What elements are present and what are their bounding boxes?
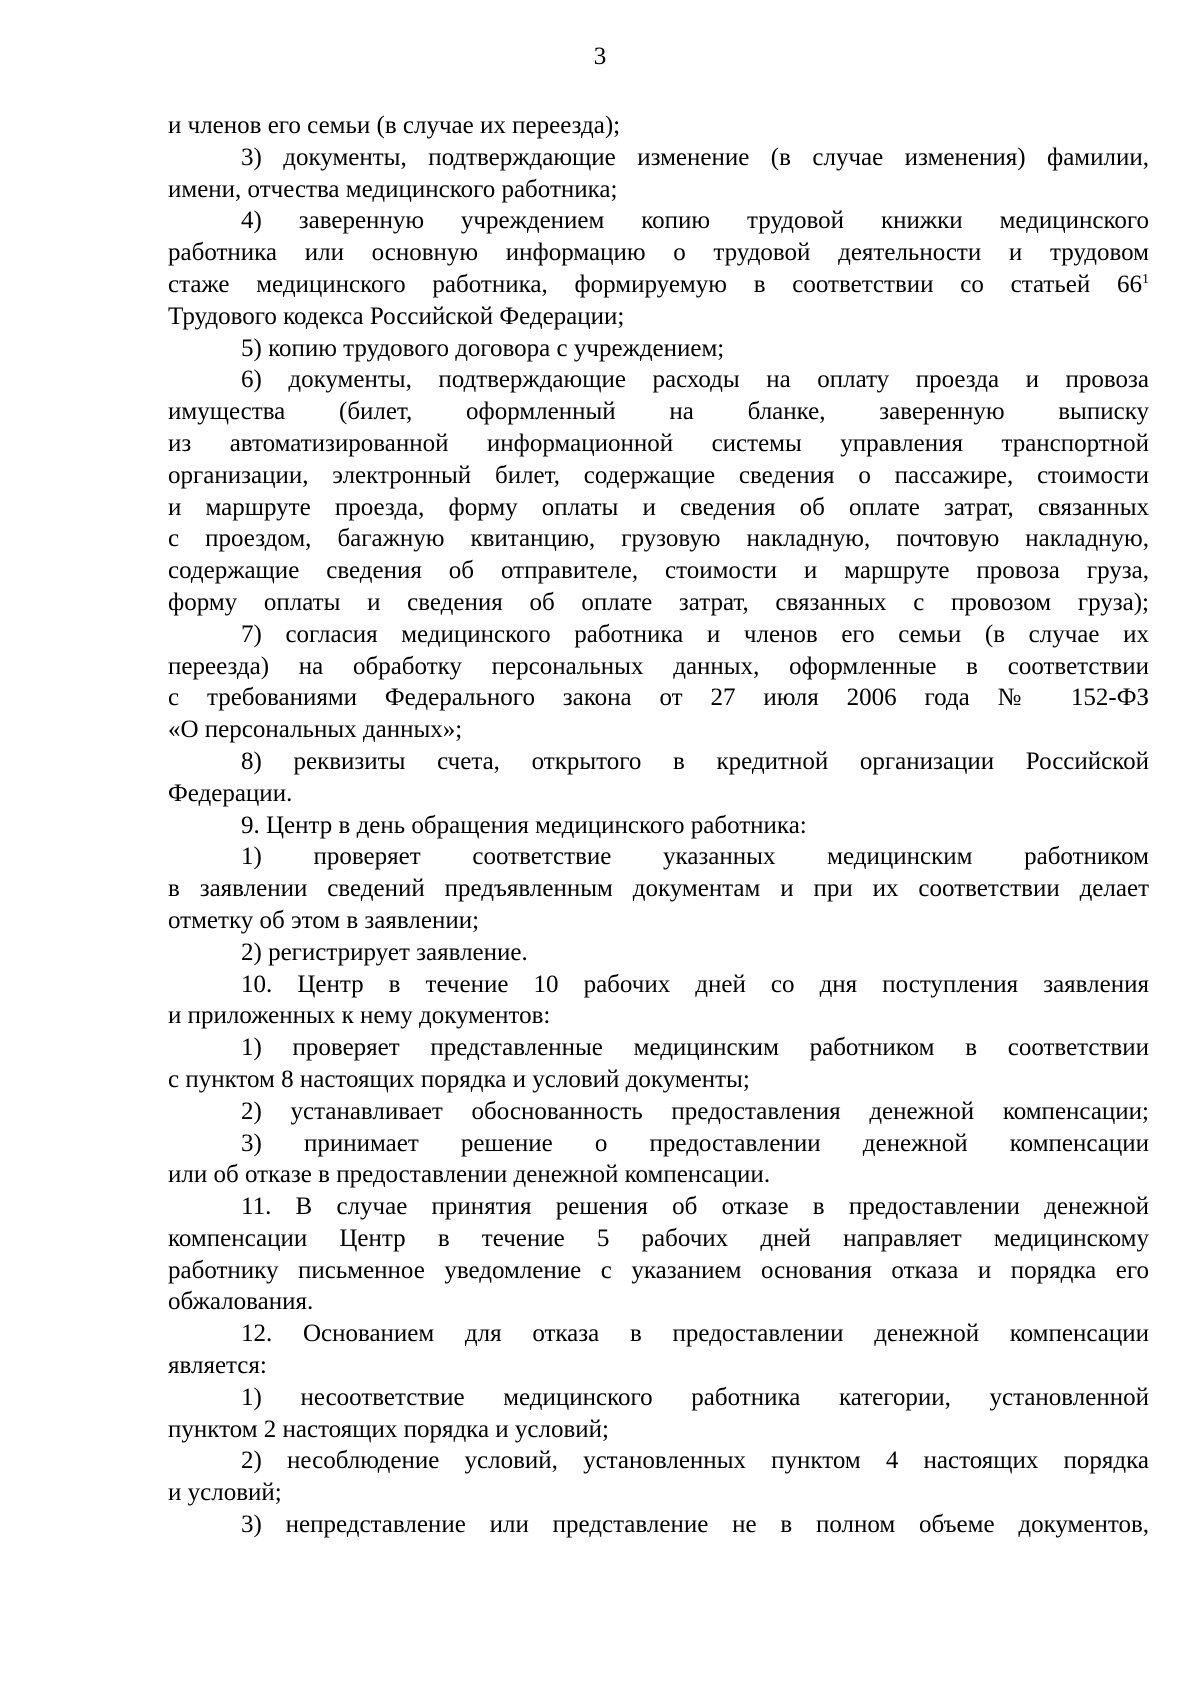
- text-line-content: 2) несоблюдение условий, установленных пунктом 4 настоящих порядка: [241, 1447, 1149, 1475]
- text-line-content: организации, электронный билет, содержащие сведения о пассажире, стоимости: [168, 461, 1149, 489]
- text-line-content: 5) копию трудового договора с учреждением;: [241, 334, 725, 362]
- text-line-content: Федерации.: [168, 779, 293, 807]
- text-line-content: 3) принимает решение о предоставлении денежной компенсации: [241, 1129, 1149, 1157]
- text-line: [168, 619, 1149, 651]
- text-line: [168, 810, 1149, 842]
- text-line-content: 1) проверяет представленные медицинским работником в соответствии: [241, 1034, 1149, 1062]
- text-line: [168, 1350, 1149, 1382]
- text-line-content: 7) согласия медицинского работника и членов его семьи (в случае их: [241, 620, 1149, 648]
- text-line-content: переезда) на обработку персональных данных, оформленные в соответствии: [168, 652, 1149, 680]
- text-line: [168, 1064, 1149, 1096]
- text-line-content: имени, отчества медицинского работника;: [168, 175, 618, 203]
- text-line: [168, 1255, 1149, 1287]
- text-line-content: с требованиями Федерального закона от 27 июля 2006 года № 152-ФЗ: [168, 684, 1149, 712]
- text-line: [168, 1382, 1149, 1414]
- document-body: [168, 110, 1149, 1541]
- text-line-content: обжалования.: [168, 1288, 314, 1316]
- text-line-content: 6) документы, подтверждающие расходы на оплату проезда и провоза: [241, 366, 1149, 394]
- text-line: [168, 841, 1149, 873]
- text-line: [168, 301, 1149, 333]
- text-line-content: в заявлении сведений предъявленным документам и при их соответствии делает: [168, 875, 1149, 903]
- text-line-content: 12. Основанием для отказа в предоставлении денежной компенсации: [241, 1320, 1149, 1348]
- text-line-content: 8) реквизиты счета, открытого в кредитной организации Российской: [241, 747, 1149, 775]
- text-line-content: и приложенных к нему документов:: [168, 1002, 551, 1030]
- text-line: [168, 905, 1149, 937]
- text-line: [168, 523, 1149, 555]
- text-line: [168, 555, 1149, 587]
- text-line: [168, 682, 1149, 714]
- text-line: [168, 364, 1149, 396]
- text-line: [168, 205, 1149, 237]
- text-line-content: стаже медицинского работника, формируемую в соответствии со статьей 66: [168, 270, 1142, 298]
- text-line: [168, 651, 1149, 683]
- text-line-content: из автоматизированной информационной системы управления транспортной: [168, 429, 1149, 457]
- text-line-content: и маршруте проезда, форму оплаты и сведения об оплате затрат, связанных: [168, 493, 1149, 521]
- text-line-content: и членов его семьи (в случае их переезда);: [168, 112, 621, 139]
- text-line: [168, 1032, 1149, 1064]
- text-line-content: содержащие сведения об отправителе, стоимости и маршруте провоза груза,: [168, 557, 1149, 585]
- text-line: [168, 428, 1149, 460]
- text-line: [168, 1477, 1149, 1509]
- text-line: [168, 873, 1149, 905]
- text-line: [168, 1445, 1149, 1477]
- text-line: [168, 1318, 1149, 1350]
- text-line: [168, 1286, 1149, 1318]
- text-line-content: 1) проверяет соответствие указанных медицинским работником: [241, 843, 1149, 871]
- text-line-content: 3) документы, подтверждающие изменение (в случае изменения) фамилии,: [241, 143, 1149, 171]
- text-line: [168, 396, 1149, 428]
- text-line: [168, 269, 1149, 301]
- text-line: [168, 110, 1149, 142]
- text-line-content: 1) несоответствие медицинского работника категории, установленной: [241, 1383, 1149, 1411]
- text-line-content: работника или основную информацию о трудовой деятельности и трудовом: [168, 239, 1149, 267]
- text-line-content: и условий;: [168, 1479, 282, 1507]
- text-line: [168, 492, 1149, 524]
- text-line-content: отметку об этом в заявлении;: [168, 906, 480, 934]
- text-line-content: или об отказе в предоставлении денежной компенсации.: [168, 1161, 771, 1189]
- text-line: [168, 587, 1149, 619]
- text-line-content: пунктом 2 настоящих порядка и условий;: [168, 1415, 610, 1443]
- text-line-content: 10. Центр в течение 10 рабочих дней со дня поступления заявления: [241, 970, 1149, 998]
- text-line-content: с проездом, багажную квитанцию, грузовую накладную, почтовую накладную,: [168, 525, 1149, 553]
- text-line: [168, 142, 1149, 174]
- page-number: 3: [593, 43, 607, 70]
- text-line-content: 3) непредставление или представление не в полном объеме документов,: [241, 1511, 1149, 1539]
- text-line: [168, 174, 1149, 206]
- superscript: 1: [1142, 271, 1149, 287]
- text-line: [168, 333, 1149, 365]
- text-line-content: работнику письменное уведомление с указанием основания отказа и порядка его: [168, 1256, 1149, 1284]
- text-line-content: 9. Центр в день обращения медицинского работника:: [241, 811, 807, 839]
- text-line-content: 11. В случае принятия решения об отказе в предоставлении денежной: [241, 1193, 1149, 1221]
- text-line: [168, 969, 1149, 1001]
- text-line: [168, 237, 1149, 269]
- text-line: [168, 1509, 1149, 1541]
- text-line: [168, 1159, 1149, 1191]
- text-line: [168, 714, 1149, 746]
- text-line-content: 2) регистрирует заявление.: [241, 938, 528, 966]
- text-line: [168, 1000, 1149, 1032]
- text-line: [168, 778, 1149, 810]
- text-line-content: 4) заверенную учреждением копию трудовой книжки медицинского: [241, 207, 1149, 235]
- text-line: [168, 1191, 1149, 1223]
- text-line: [168, 1414, 1149, 1446]
- text-line: [168, 1128, 1149, 1160]
- text-line-content: является:: [168, 1352, 267, 1380]
- text-line: [168, 937, 1149, 969]
- text-line: [168, 1096, 1149, 1128]
- text-line-content: 2) устанавливает обоснованность предоставления денежной компенсации;: [241, 1097, 1149, 1125]
- text-line: [168, 460, 1149, 492]
- text-line-content: компенсации Центр в течение 5 рабочих дней направляет медицинскому: [168, 1224, 1149, 1252]
- text-line-content: «О персональных данных»;: [168, 716, 463, 744]
- text-line-content: форму оплаты и сведения об оплате затрат, связанных с провозом груза);: [168, 588, 1149, 616]
- text-line: [168, 1223, 1149, 1255]
- text-line-content: Трудового кодекса Российской Федерации;: [168, 302, 625, 330]
- text-line-content: имущества (билет, оформленный на бланке, заверенную выписку: [168, 398, 1149, 426]
- text-line-content: с пунктом 8 настоящих порядка и условий документы;: [168, 1065, 750, 1093]
- text-line: [168, 746, 1149, 778]
